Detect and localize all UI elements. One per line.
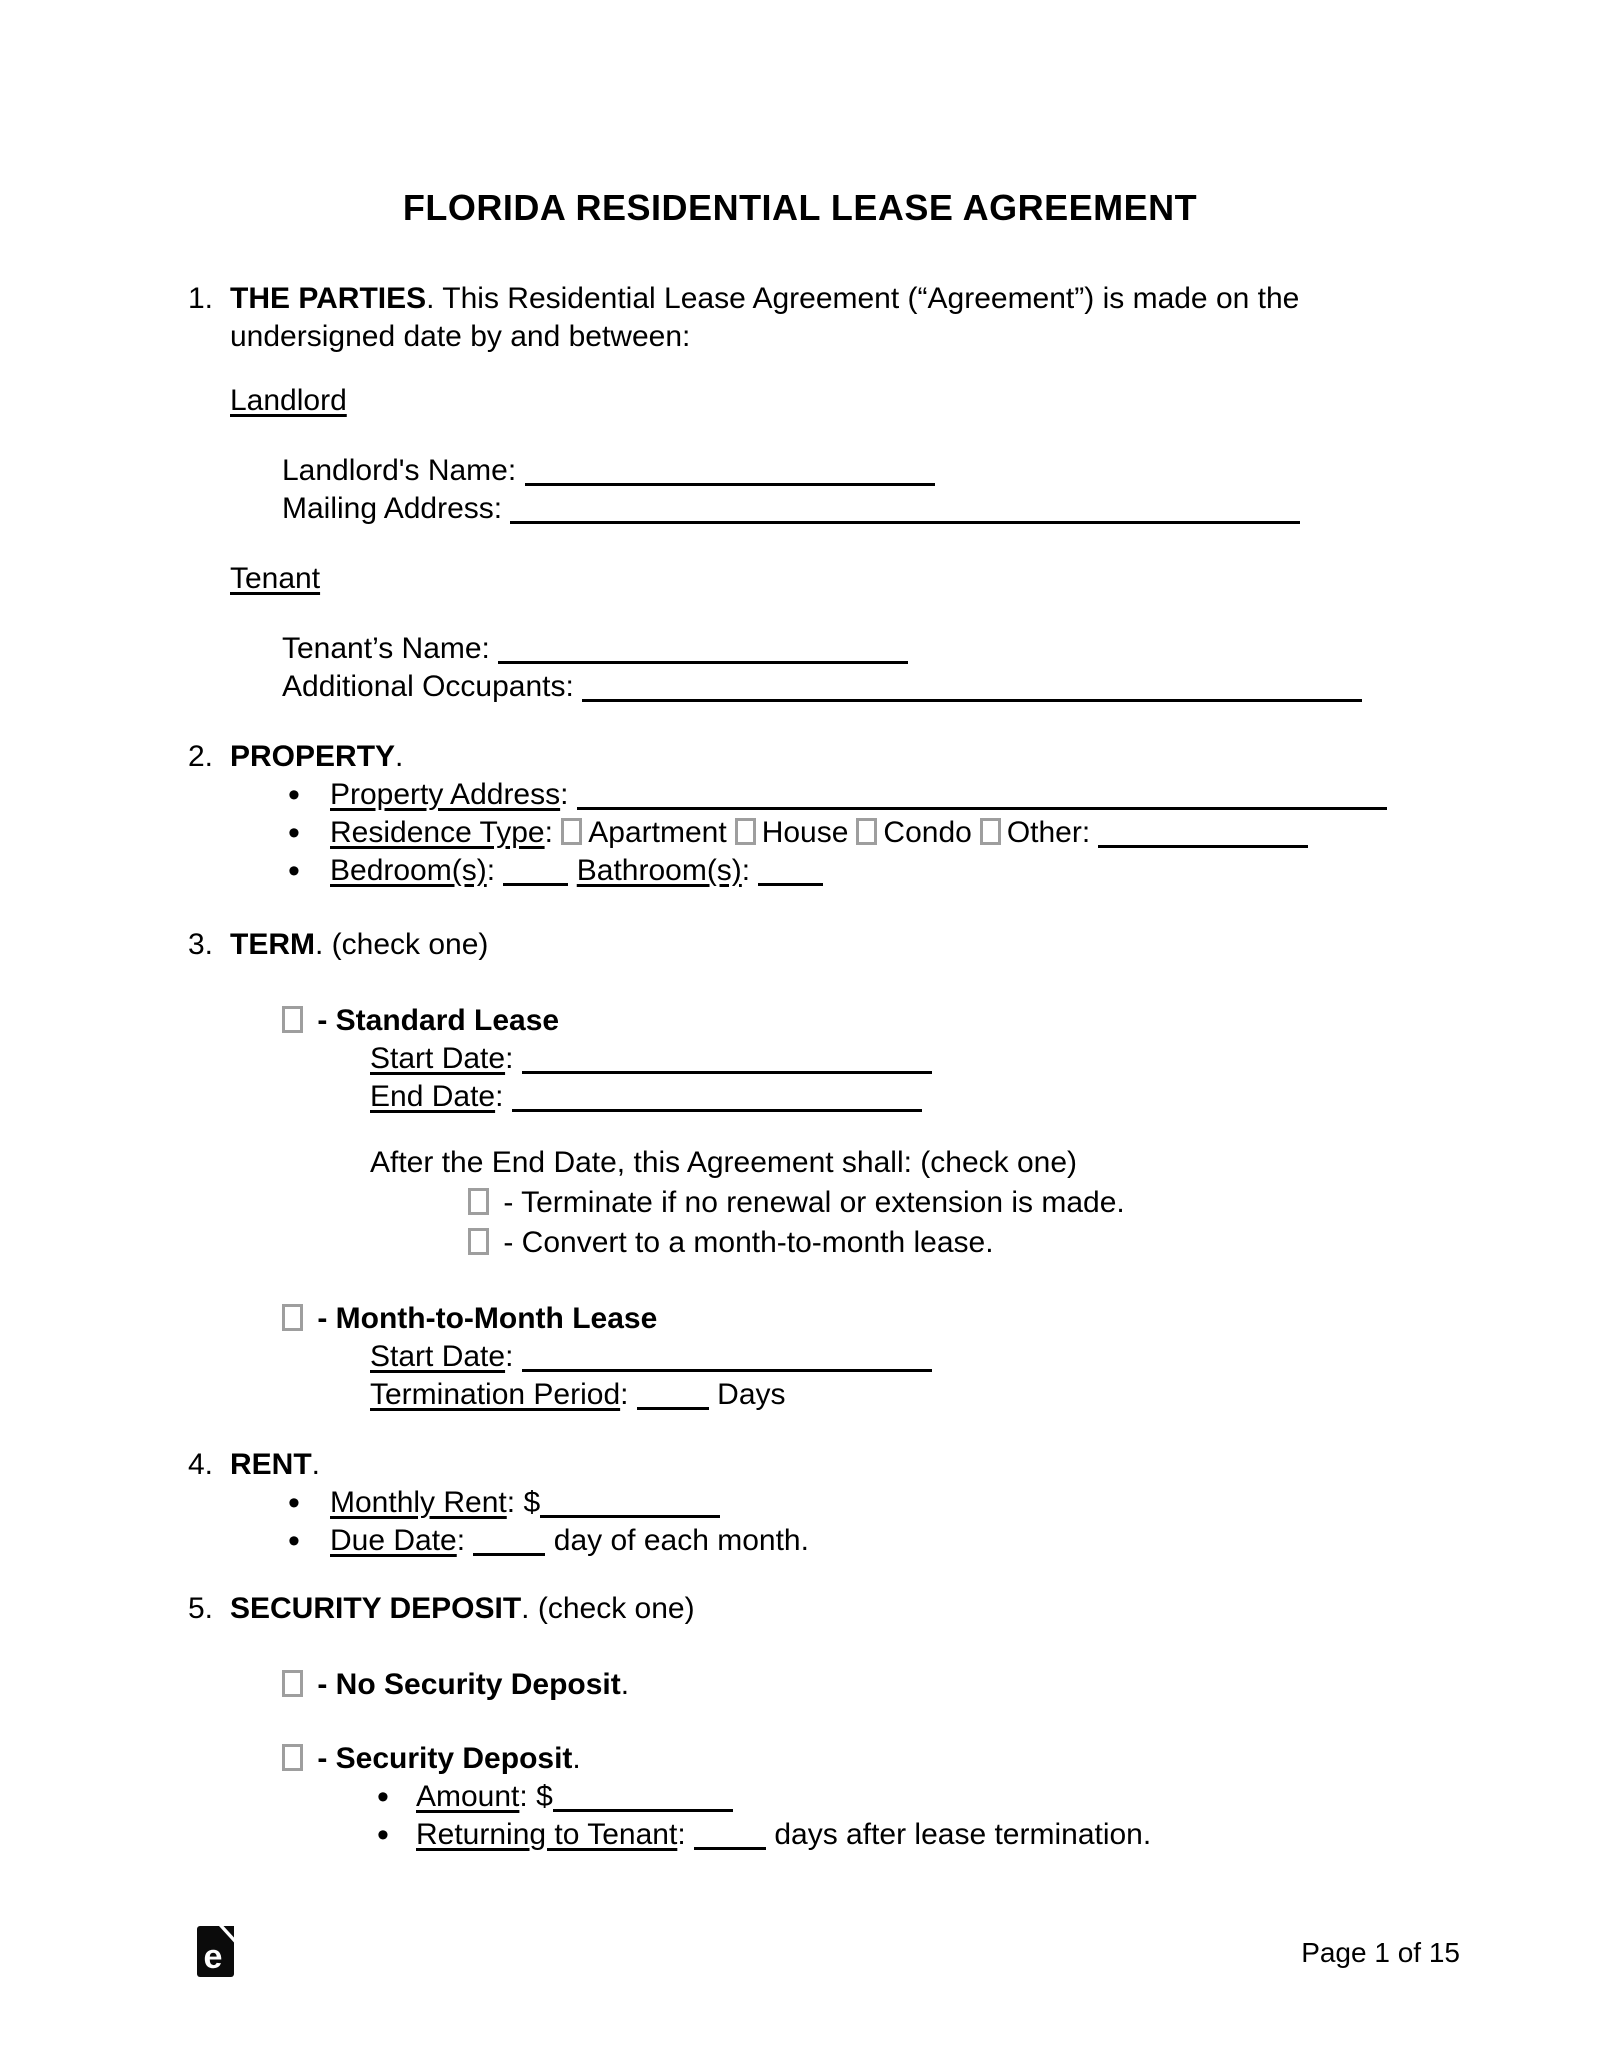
no-deposit-checkbox[interactable] (282, 1670, 303, 1697)
mtm-start-date-blank[interactable] (522, 1361, 932, 1372)
property-address-item: • Property Address: (230, 776, 1412, 814)
termination-period-label: Termination Period (370, 1378, 621, 1411)
returning-suffix: days after lease termination. (774, 1818, 1152, 1851)
bedrooms-blank[interactable] (503, 875, 568, 886)
amount-label: Amount (416, 1780, 520, 1813)
landlord-subheader: Landlord (230, 384, 347, 417)
returning-days-blank[interactable] (694, 1839, 766, 1850)
bullet-icon: • (288, 776, 300, 814)
section-term-number: 3. (188, 928, 214, 961)
term-heading: TERM (230, 928, 315, 961)
deposit-option: - Security Deposit. (282, 1740, 1412, 1778)
bathrooms-label: Bathroom(s) (576, 854, 742, 887)
terminate-option (468, 1184, 1412, 1222)
dollar-sign: $ (536, 1780, 553, 1813)
monthly-rent-blank[interactable] (540, 1507, 720, 1518)
due-date-suffix: day of each month. (553, 1524, 809, 1557)
section-rent-number: 4. (188, 1448, 214, 1481)
parties-intro-paragraph (230, 280, 1412, 356)
residence-condo-checkbox[interactable] (856, 818, 877, 845)
section-parties-number: 1. (188, 282, 214, 315)
tenant-name-row (282, 630, 1412, 668)
rent-heading-row: RENT. (230, 1448, 321, 1481)
section-security-deposit (188, 1590, 1412, 1854)
section-rent (188, 1446, 1412, 1560)
residence-other-checkbox[interactable] (980, 818, 1001, 845)
additional-occupants-label: Additional Occupants: (282, 670, 574, 703)
mailing-address-blank[interactable] (510, 513, 1300, 524)
parties-heading: THE PARTIES (230, 282, 427, 315)
mtm-start-date-row: Start Date: (370, 1338, 1412, 1376)
start-date-label: Start Date (370, 1042, 506, 1075)
standard-end-date-row: End Date: (370, 1078, 1412, 1116)
standard-lease-label: - Standard Lease (317, 1004, 560, 1037)
eforms-logo-icon (197, 1926, 235, 1987)
due-date-item: • Due Date: day of each month. (288, 1522, 809, 1560)
residence-other-blank[interactable] (1098, 837, 1308, 848)
mailing-address-row (282, 490, 1412, 528)
due-date-blank[interactable] (473, 1545, 545, 1556)
tenant-name-label: Tenant’s Name: (282, 632, 490, 665)
standard-lease-checkbox[interactable] (282, 1006, 303, 1033)
no-deposit-label: - No Security Deposit (317, 1668, 621, 1701)
convert-option (468, 1224, 1412, 1262)
due-date-label: Due Date (330, 1524, 457, 1557)
deposit-amount-item: • Amount: $ (230, 1778, 1412, 1816)
deposit-checkbox[interactable] (282, 1744, 303, 1771)
deposit-heading: SECURITY DEPOSIT (230, 1592, 522, 1625)
landlord-name-blank[interactable] (525, 475, 935, 486)
bullet-icon: • (377, 1816, 389, 1854)
no-deposit-option: - No Security Deposit. (282, 1666, 1412, 1704)
residence-type-item: • Residence Type: Apartment House Condo Other: (230, 814, 1412, 852)
residence-apartment-label: Apartment (588, 816, 727, 849)
mailing-address-label: Mailing Address: (282, 492, 503, 525)
bullet-icon: • (288, 814, 300, 852)
residence-house-label: House (761, 816, 849, 849)
month-to-month-label: - Month-to-Month Lease (317, 1302, 658, 1335)
section-property-number: 2. (188, 740, 214, 773)
additional-occupants-blank[interactable] (582, 691, 1362, 702)
svg-text:e: e (203, 1938, 223, 1976)
bedrooms-bathrooms-item: • Bedroom(s): Bathroom(s): (230, 852, 1412, 890)
page-number: Page 1 of 15 (1301, 1937, 1460, 1968)
termination-period-blank[interactable] (637, 1399, 709, 1410)
tenant-name-blank[interactable] (498, 653, 908, 664)
bullet-icon: • (288, 1522, 300, 1560)
dollar-sign: $ (523, 1486, 541, 1519)
additional-occupants-row (282, 668, 1412, 706)
term-heading-row: TERM. (check one) (230, 928, 489, 961)
section-deposit-number: 5. (188, 1592, 214, 1625)
residence-condo-label: Condo (883, 816, 972, 849)
section-parties (188, 280, 1412, 706)
landlord-name-row (282, 452, 1412, 490)
standard-start-date-row: Start Date: (370, 1040, 1412, 1078)
termination-period-row: Termination Period: Days (370, 1378, 786, 1411)
parties-intro-text: . This Residential Lease Agreement (“Agreement”) is made on the undersigned date by and between: (230, 282, 1300, 353)
deposit-heading-row: SECURITY DEPOSIT. (check one) (230, 1592, 695, 1625)
monthly-rent-item: • Monthly Rent: $ (230, 1484, 1412, 1522)
residence-type-label: Residence Type (330, 816, 545, 849)
property-address-blank[interactable] (577, 799, 1387, 810)
property-address-label: Property Address (330, 778, 561, 811)
convert-checkbox[interactable] (468, 1228, 489, 1255)
property-heading-row: PROPERTY. (230, 740, 404, 773)
returning-label: Returning to Tenant (416, 1818, 678, 1851)
section-term (188, 926, 1412, 1414)
after-end-date-text: After the End Date, this Agreement shall: (check one) (370, 1146, 1078, 1179)
returning-item: • Returning to Tenant: days after lease termination. (377, 1816, 1152, 1854)
deposit-amount-blank[interactable] (553, 1801, 733, 1812)
bullet-icon: • (288, 1484, 300, 1522)
end-date-label: End Date (370, 1080, 496, 1113)
month-to-month-option (282, 1300, 1412, 1338)
standard-lease-option (282, 1002, 1412, 1040)
terminate-checkbox[interactable] (468, 1188, 489, 1215)
landlord-name-label: Landlord's Name: (282, 454, 517, 487)
residence-apartment-checkbox[interactable] (561, 818, 582, 845)
page-title: FLORIDA RESIDENTIAL LEASE AGREEMENT (402, 187, 1198, 228)
convert-label: - Convert to a month-to-month lease. (503, 1226, 994, 1259)
monthly-rent-label: Monthly Rent (330, 1486, 507, 1519)
mtm-start-date-label: Start Date (370, 1340, 506, 1373)
section-property (188, 738, 1412, 890)
residence-house-checkbox[interactable] (735, 818, 756, 845)
standard-end-date-blank[interactable] (512, 1101, 922, 1112)
bathrooms-blank[interactable] (758, 875, 823, 886)
residence-other-label: Other: (1006, 816, 1091, 849)
bullet-icon: • (288, 852, 300, 890)
bullet-icon: • (377, 1778, 389, 1816)
bedrooms-label: Bedroom(s) (330, 854, 487, 887)
standard-start-date-blank[interactable] (522, 1063, 932, 1074)
terminate-label: - Terminate if no renewal or extension is made. (503, 1186, 1125, 1219)
rent-heading: RENT (230, 1448, 312, 1481)
tenant-subheader: Tenant (230, 562, 321, 595)
deposit-label: - Security Deposit (317, 1742, 573, 1775)
property-heading: PROPERTY (230, 740, 396, 773)
month-to-month-checkbox[interactable] (282, 1304, 303, 1331)
days-suffix: Days (717, 1378, 786, 1411)
